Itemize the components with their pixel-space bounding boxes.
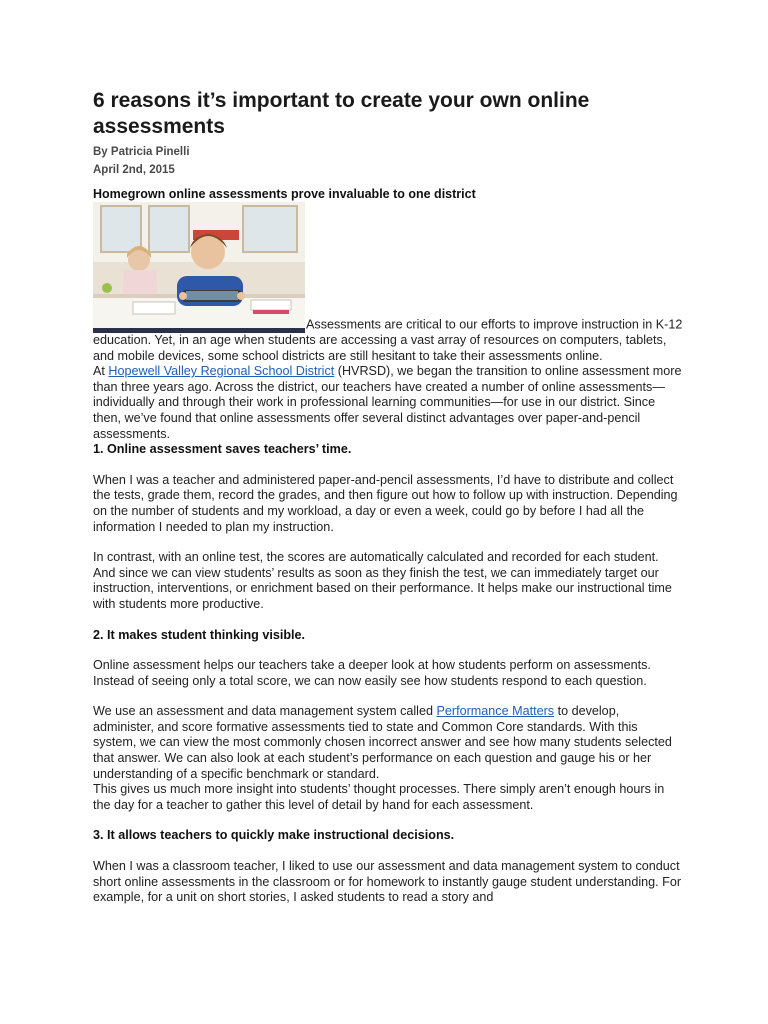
section-1-paragraph-1: When I was a teacher and administered paper-and-pencil assessments, I’d have to distribute and collect the tests, grade them, record the grades, and then figure out how to follow up with instruction. Depending on the number of students and my workload, a day or even a week, could go by before I had all the information I needed to plan my instruction.: [93, 472, 678, 534]
publish-date: April 2nd, 2015: [93, 164, 175, 176]
students-with-tablet-photo: [93, 202, 305, 333]
section-3-heading: 3. It allows teachers to quickly make instructional decisions.: [93, 828, 455, 843]
section-2-paragraph-3: This gives us much more insight into students’ thought processes. There simply aren’t enough hours in the day for a teacher to gather this level of detail by hand for each assessment.: [93, 782, 665, 812]
section-2-paragraph-2: We use an assessment and data management system called Performance Matters to develop, administer, and score formative assessments tied to state and Common Core standards. With this system, we can view the most commonly chosen incorrect answer and see how many students selected that answer. We can also look at each student’s performance on each question and gauge his or her understanding of a specific benchmark or standard.: [93, 704, 672, 781]
article-subheading: Homegrown online assessments prove invaluable to one district: [93, 187, 476, 201]
section-1-paragraph-2: In contrast, with an online test, the scores are automatically calculated and recorded for each student. And since we can view students’ results as soon as they finish the test, we can immediately target our instruction, interventions, or enrichment based on their performance. It helps make our instructional time with students more productive.: [93, 550, 672, 611]
article-title: 6 reasons it’s important to create your own online assessments: [93, 89, 590, 138]
section-2-paragraph-1: Online assessment helps our teachers take a deeper look at how students perform on assessments. Instead of seeing only a total score, we can now easily see how students respond to each question.: [93, 658, 651, 688]
intro-paragraph-1: Assessments are critical to our efforts to improve instruction in K-12 education. Yet, in an age when students are accessing a vast array of resources on computers, tablets, and mobile devices, some school districts are still hesitant to take their assessments online.: [93, 202, 683, 364]
intro-section: [93, 202, 683, 442]
intro-paragraph-2: At Hopewell Valley Regional School District (HVRSD), we began the transition to online assessment more than three years ago. Across the district, our teachers have created a number of online assessments—individually and through their work in professional learning communities—for use in our district. Since then, we’ve found that online assessments offer several distinct advantages over paper-and-pencil assessments.: [93, 364, 682, 441]
performance-matters-link[interactable]: Performance Matters: [436, 704, 555, 719]
section-3-paragraph-1: When I was a classroom teacher, I liked to use our assessment and data management system to conduct short online assessments in the classroom or for homework to instantly gauge student understanding. For example, for a unit on short stories, I asked students to read a story and: [93, 859, 682, 905]
article: [93, 88, 683, 906]
section-1-heading: 1. Online assessment saves teachers’ time.: [93, 442, 352, 457]
hopewell-valley-link[interactable]: Hopewell Valley Regional School District: [108, 364, 335, 379]
section-2-heading: 2. It makes student thinking visible.: [93, 627, 306, 642]
byline: By Patricia Pinelli: [93, 146, 190, 158]
